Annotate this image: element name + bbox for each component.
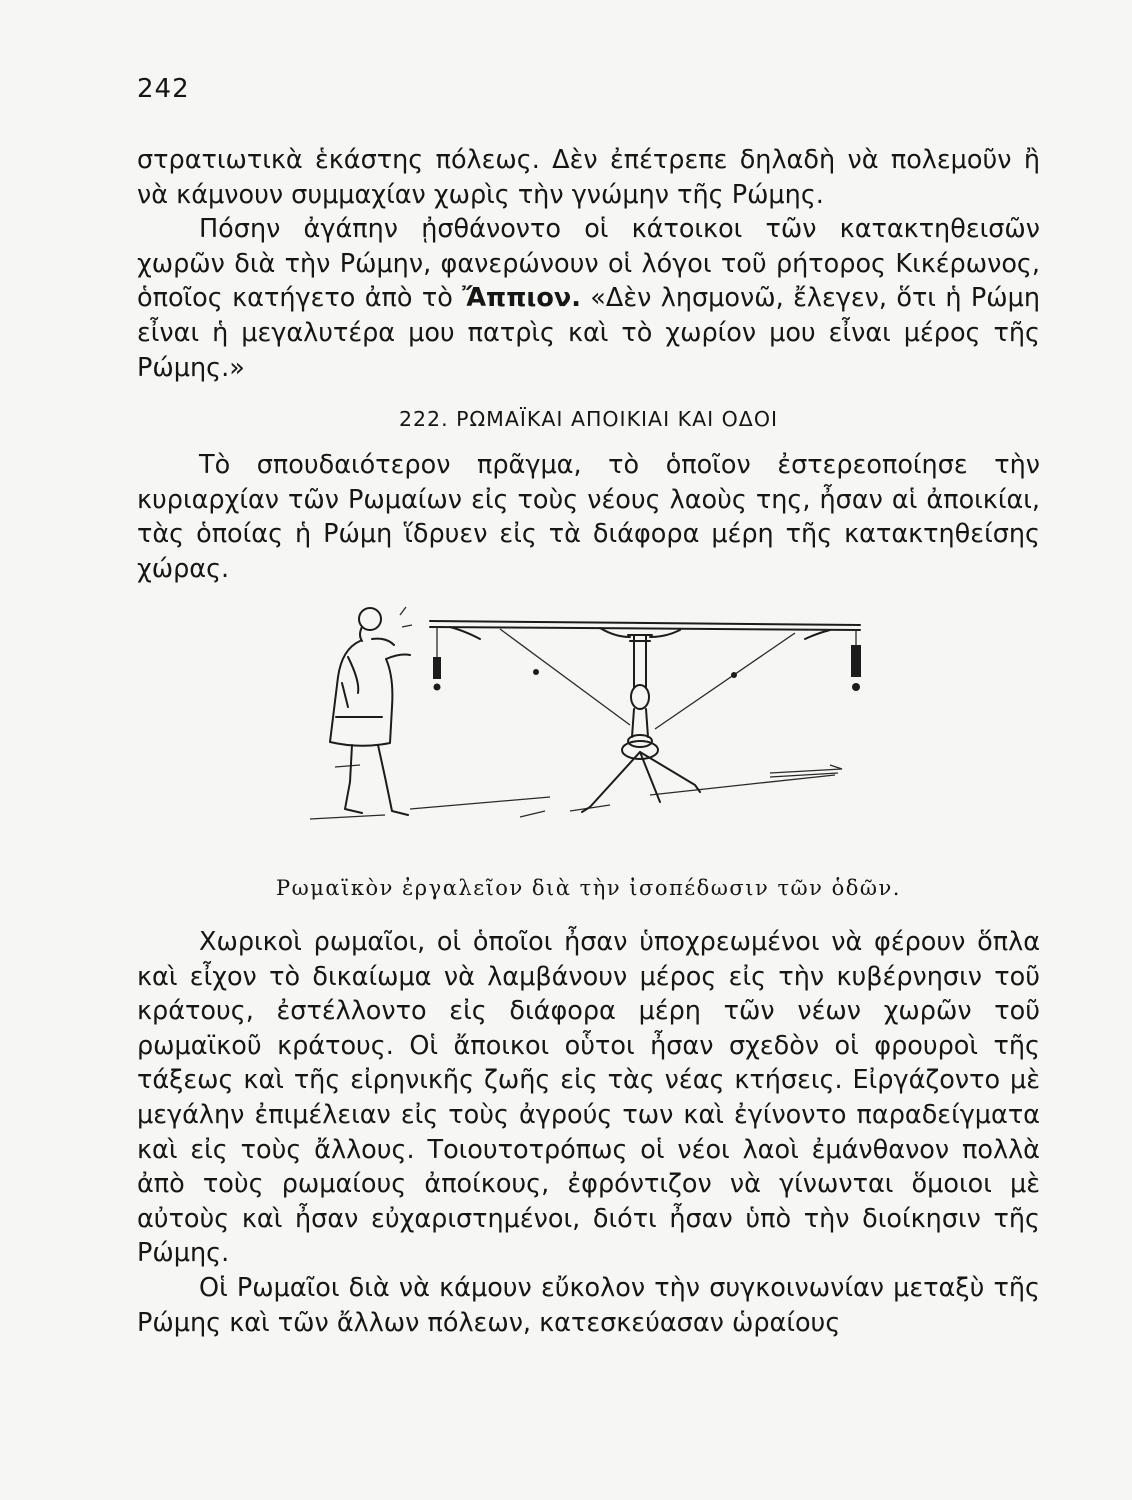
paragraph-intro-1: στρατιωτικὰ ἑκάστης πόλεως. Δὲν ἐπέτρεπε δηλαδὴ νὰ πολεμοῦν ἢ νὰ κάμνουν συμμαχίαν χωρὶς τὴν γνώμην τῆς Ρώμης. — [137, 145, 1040, 210]
figure-illustration — [290, 597, 890, 837]
paragraph-intro-2 — [137, 212, 1040, 385]
figure-caption: Ρωμαϊκὸν ἐργαλεῖον διὰ τὴν ἰσοπέδωσιν τῶν ὁδῶν. — [276, 876, 901, 900]
paragraph-roads: Οἱ Ρωμαῖοι διὰ νὰ κάμουν εὔκολον τὴν συγκοινωνίαν μεταξὺ τῆς Ρώμης καὶ τῶν ἄλλων πόλεων, κατεσκεύασαν ὡραίους — [137, 1272, 1040, 1338]
roman-groma-illustration — [290, 597, 890, 837]
section-text — [137, 448, 1040, 586]
paragraph-colonists: Χωρικοὶ ρωμαῖοι, οἱ ὁποῖοι ἦσαν ὑποχρεωμένοι νὰ φέρουν ὅπλα καὶ εἶχον τὸ δικαίωμα νὰ λαμβάνουν μέρος εἰς τὴν κυβέρνησιν τοῦ κράτους, ἐστέλλοντο εἰς διάφορα μέρη τῶν νέων χωρῶν τοῦ ρωμαϊκοῦ κράτους. Οἱ ἄποικοι οὗτοι ἦσαν σχεδὸν οἱ φρουροὶ τῆς τάξεως καὶ τῆς εἰρηνικῆς ζωῆς εἰς τὰς νέας κτήσεις. Εἰργάζοντο μὲ μεγάλην ἐπιμέλειαν εἰς τοὺς ἀγρούς των καὶ ἐγίνοντο παραδείγματα καὶ εἰς τοὺς ἄλλους. Τοιουτοτρόπως οἱ νέοι λαοὶ ἐμάνθανον πολλὰ ἀπὸ τοὺς ρωμαίους ἀποίκους, ἐφρόντιζον νὰ γίνωνται ὅμοιοι μὲ αὐτοὺς καὶ ἦσαν εὐχαριστημένοι, διότι ἦσαν ὑπὸ τὴν διοίκησιν τῆς Ρώμης. — [137, 927, 1040, 1269]
paragraph-intro-2-end: «Δὲν λησμονῶ, ἔλεγεν, ὅτι ἡ Ρώμη εἶναι ἡ μεγαλυτέρα μου πατρὶς καὶ τὸ χωρίον μου εἶναι μέρος τῆς Ρώμης.» — [137, 283, 1040, 383]
page-number: 242 — [137, 74, 190, 104]
paragraph-section-1: Τὸ σπουδαιότερον πρᾶγμα, τὸ ὁποῖον ἐστερεοποίησε τὴν κυριαρχίαν τῶν Ρωμαίων εἰς τοὺς νέους λαοὺς της, ἦσαν αἱ ἀποικίαι, τὰς ὁποίας ἡ Ρώμη ἵδρυεν εἰς τὰ διάφορα μέρη τῆς κατακτηθείσης χώρας. — [137, 450, 1040, 584]
surveyor-figure-icon — [330, 607, 412, 815]
paragraph-intro-2-start: Πόσην ἀγάπην ᾐσθάνοντο οἱ κάτοικοι τῶν κατακτηθεισῶν χωρῶν διὰ τὴν Ρώμην, φανερώνουν οἱ λόγοι τοῦ ρήτορος Κικέρωνος, ὁποῖος κατήγετο ἀπὸ τὸ — [137, 214, 1040, 314]
tripod-icon — [582, 741, 700, 812]
section-heading: 222. ΡΩΜΑΪΚΑΙ ΑΠΟΙΚΙΑΙ ΚΑΙ ΟΔΟΙ — [398, 407, 779, 431]
bold-place-name: Ἄππιον. — [462, 283, 581, 314]
intro-text — [137, 143, 1040, 385]
main-text — [137, 925, 1040, 1340]
pole-icon — [628, 635, 652, 747]
